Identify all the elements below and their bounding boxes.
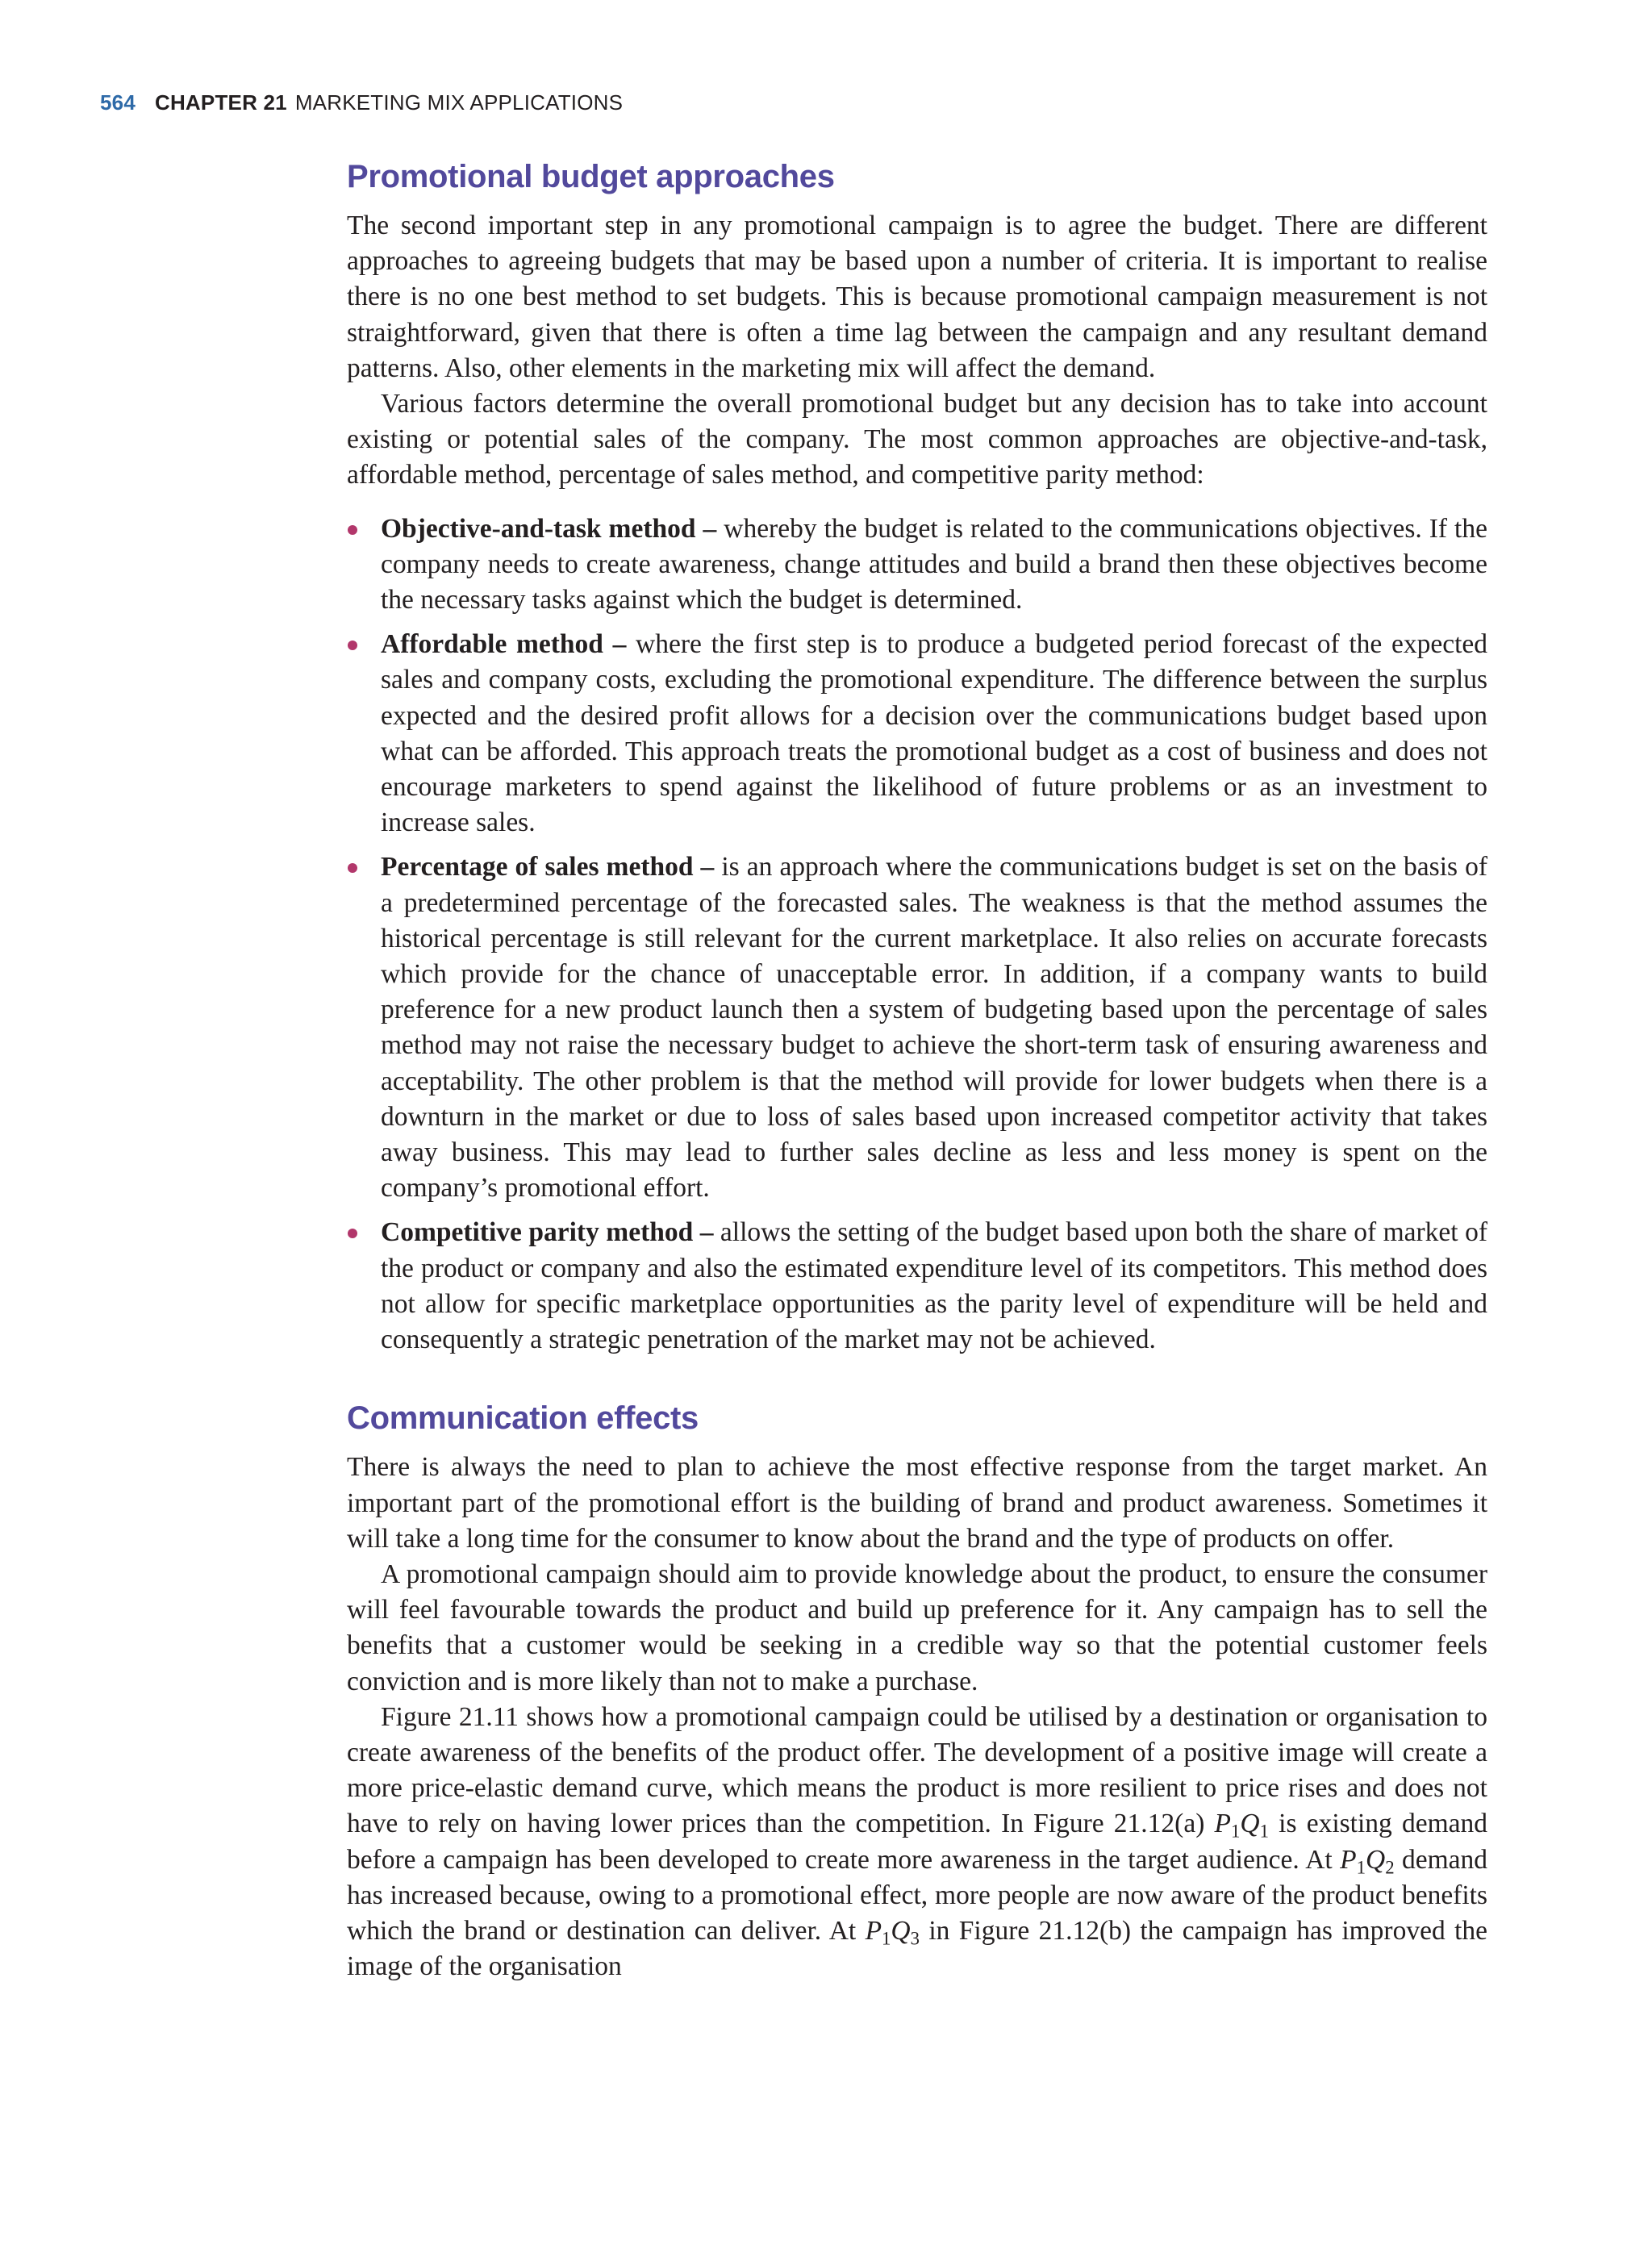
section-heading-promotional-budget: Promotional budget approaches — [347, 159, 835, 194]
list-item-text: is an approach where the communications budget is set on the basis of a predetermined percentage of the forecasted sales. The weakness is that the method assumes the historical percentage is still relevant for the current marketplace. It also relies on accurate forecasts which provide for the chance of unacceptable error. In addition, if a company wants to build preference for a new product launch then a system of budgeting based upon the percentage of sales method may not raise the necessary budget to achieve the short-term task of ensuring awareness and acceptability. The other problem is that the method will provide for lower budgets when there is a downturn in the market or due to loss of sales based upon increased competitor activity that takes away business. This may lead to further sales decline as less and less money is spent on the company’s promotional effort. — [381, 852, 1488, 1204]
page-number: 564 — [100, 90, 136, 115]
bullet-icon — [348, 863, 357, 873]
bullet-icon — [348, 1229, 357, 1238]
chapter-title: MARKETING MIX APPLICATIONS — [294, 90, 624, 115]
text-run: in Figure 21.12(b) the campaign has improved the image of the organisation — [347, 1915, 1487, 1982]
paragraph: A promotional campaign should aim to provide knowledge about the product, to ensure the consumer will feel favourable towards the product and build up preference for it. Any campaign has to sell the benefits that a customer would be seeking in a credible way so that the potential customer feels conviction and is more likely than not to make a purchase. — [347, 1559, 1487, 1696]
text-run: Figure 21.11 shows how a promotional campaign could be utilised by a destination or organisation to create awareness of the benefits of the product offer. The development of a positive image will create a more price-elastic demand curve, which means the product is more resilient to price rises and does not have to rely on having lower prices than the competition. In Figure 21.12(a) — [347, 1701, 1487, 1839]
text-run: demand has increased because, owing to a promotional effect, more people are now aware of the product benefits which the brand or destination can deliver. At — [347, 1844, 1488, 1946]
list-item — [347, 1215, 1487, 1358]
running-head — [100, 90, 623, 115]
math-p1q2: $P_1Q_2$ — [1340, 1844, 1395, 1877]
list-item — [347, 849, 1487, 1206]
paragraph: There is always the need to plan to achieve the most effective response from the target market. An important part of the promotional effort is the building of brand and product awareness. Sometimes it will take a long time for the consumer to know about the brand and the type of products on offer. — [347, 1452, 1487, 1554]
list-item-text: whereby the budget is related to the communications objectives. If the company needs to create awareness, change attitudes and build a brand then these objectives become the necessary tasks against which the budget is determined. — [381, 513, 1487, 615]
paragraph: The second important step in any promotional campaign is to agree the budget. There are different approaches to agreeing budgets that may be based upon a number of criteria. It is important to realise there is no one best method to set budgets. This is because promotional campaign measurement is not straightforward, given that there is often a time lag between the campaign and any resultant demand patterns. Also, other elements in the marketing mix will affect the demand. — [347, 211, 1487, 383]
bullet-icon — [348, 525, 357, 535]
list-item-text: allows the setting of the budget based upon both the share of market of the product or company and also the estimated expenditure level of its competitors. This method does not allow for specific marketplace opportunities as the parity level of expenditure will be held and consequently a strategic penetration of the market may not be achieved. — [381, 1217, 1487, 1355]
text-run: is existing demand before a campaign has been developed to create more awareness in the target audience. At — [347, 1809, 1487, 1875]
bullet-icon — [348, 641, 357, 650]
list-item-text: where the first step is to produce a budgeted period forecast of the expected sales and company costs, excluding the promotional expenditure. The difference between the surplus expected and the desired profit allows for a decision over the communications budget based upon what can be afforded. This approach treats the promotional budget as a cost of business and does not encourage marketers to spend against the likelihood of future problems or as an investment to increase sales. — [381, 629, 1487, 838]
section-heading-communication-effects: Communication effects — [347, 1400, 699, 1437]
page-body — [347, 158, 1487, 1984]
list-item-term: Competitive parity method – — [381, 1217, 714, 1248]
list-item — [347, 511, 1487, 619]
list-item-term: Affordable method – — [381, 629, 627, 660]
list-item-term: Objective-and-task method – — [381, 513, 717, 544]
math-p1q1: $P_1Q_1$ — [1214, 1809, 1269, 1842]
paragraph — [347, 1700, 1487, 1985]
math-p1q3: $P_1Q_3$ — [865, 1915, 920, 1949]
budget-methods-list — [347, 511, 1487, 1358]
list-item — [347, 627, 1487, 841]
chapter-label: CHAPTER 21 — [154, 90, 287, 115]
paragraph: Various factors determine the overall promotional budget but any decision has to take into account existing or potential sales of the company. The most common approaches are objective-and-task, affordable method, percentage of sales method, and competitive parity method: — [347, 389, 1487, 490]
list-item-term: Percentage of sales method – — [381, 852, 715, 883]
